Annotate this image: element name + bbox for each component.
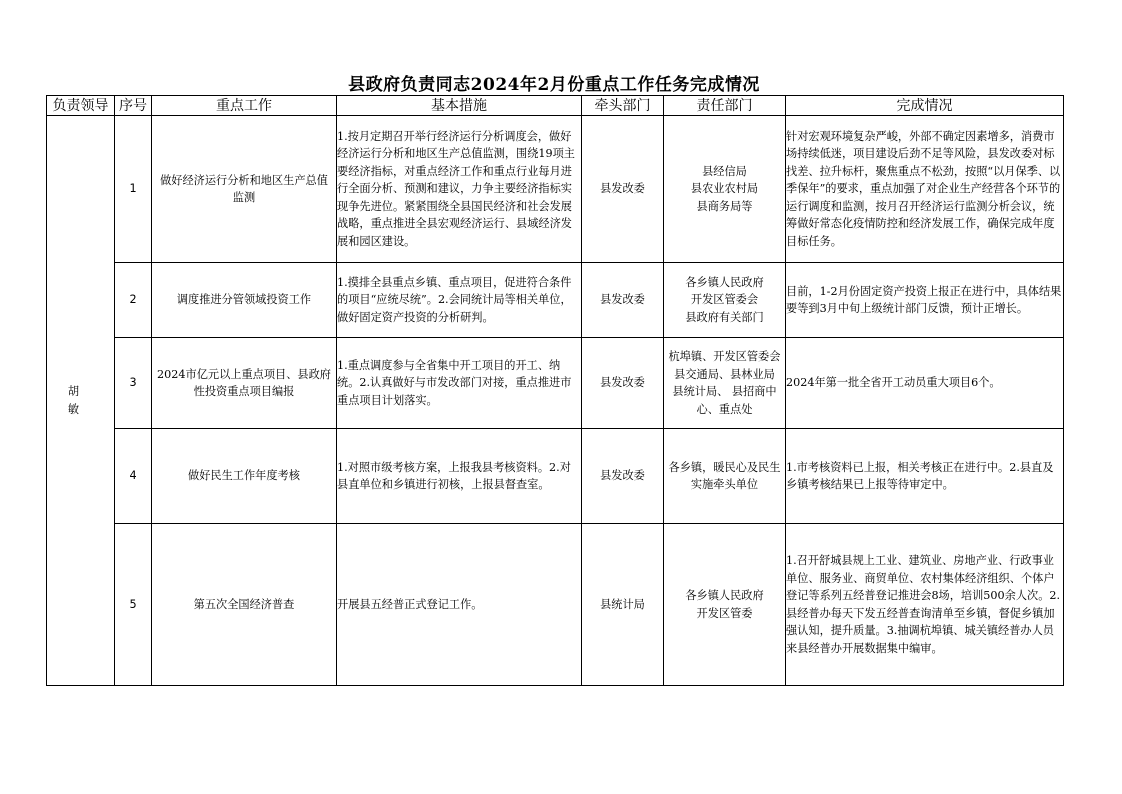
lead-department: 县统计局 <box>582 524 664 686</box>
table-row <box>47 338 1064 429</box>
responsible-dept-line: 各乡镇人民政府 <box>685 589 764 602</box>
measures-cell: 1.按月定期召开举行经济运行分析调度会，做好经济运行分析和地区生产总值监测，围绕19项主要经济指标，对重点经济工作和重点行业每月进行全面分析、预测和建议，力争主要经济指标实现争先进位。紧紧围绕全县国民经济和社会发展战略，重点推进全县宏观经济运行、县域经济发展和园区建设。 <box>337 116 582 263</box>
responsible-dept-line: 开发区管委会 <box>690 293 759 307</box>
work-item: 做好民生工作年度考核 <box>152 429 337 524</box>
responsible-dept-line: 各乡镇，暖民心及民生实施牵头单位 <box>668 460 781 491</box>
responsible-dept-line: 开发区管委 <box>696 606 753 620</box>
row-number: 1 <box>115 116 152 263</box>
work-item: 第五次全国经济普查 <box>152 524 337 686</box>
table-row <box>47 524 1064 686</box>
header-work: 重点工作 <box>152 96 337 116</box>
status-cell: 2024年第一批全省开工动员重大项目6个。 <box>786 338 1064 429</box>
status-cell: 1.市考核资料已上报，相关考核正在进行中。2.县直及乡镇考核结果已上报等待审定中。 <box>786 429 1064 524</box>
header-resp-dept: 责任部门 <box>664 96 786 116</box>
lead-department: 县发改委 <box>582 338 664 429</box>
leader-name-cell: 胡 敏 <box>47 116 115 686</box>
table-row <box>47 263 1064 338</box>
measures-cell: 1.对照市级考核方案，上报我县考核资料。2.对县直单位和乡镇进行初核，上报县督查室。 <box>337 429 582 524</box>
lead-department: 县发改委 <box>582 116 664 263</box>
row-number: 4 <box>115 429 152 524</box>
row-number: 2 <box>115 263 152 338</box>
work-item: 2024市亿元以上重点项目、县政府性投资重点项目编报 <box>152 338 337 429</box>
measures-cell: 1.摸排全县重点乡镇、重点项目，促进符合条件的项目“应统尽统”。2.会同统计局等相关单位，做好固定资产投资的分析研判。 <box>337 263 582 338</box>
responsible-departments <box>664 116 786 263</box>
header-no: 序号 <box>115 96 152 116</box>
status-cell: 目前，1-2月份固定资产投资上报正在进行中，具体结果要等到3月中旬上级统计部门反馈，预计正增长。 <box>786 263 1064 338</box>
header-lead-dept: 牵头部门 <box>582 96 664 116</box>
row-number: 5 <box>115 524 152 686</box>
responsible-dept-line: 县经信局 <box>702 164 747 178</box>
lead-department: 县发改委 <box>582 263 664 338</box>
responsible-departments <box>664 429 786 524</box>
responsible-departments <box>664 338 786 429</box>
header-leader: 负责领导 <box>47 96 115 116</box>
responsible-departments <box>664 263 786 338</box>
status-cell: 针对宏观环境复杂严峻，外部不确定因素增多，消费市场持续低迷，项目建设后劲不足等风险，县发改委对标找差、拉升标杆，聚焦重点不松劲，按照“以月保季、以季保年”的要求，重点加强了对企业生产经营各个环节的运行调度和监测，按月召开经济运行监测分析会议，统筹做好常态化疫情防控和经济发展工作，确保完成年度目标任务。 <box>786 116 1064 263</box>
responsible-dept-line: 县商务局等 <box>696 199 753 213</box>
responsible-dept-line: 县政府有关部门 <box>685 310 764 324</box>
responsible-departments <box>664 524 786 686</box>
work-item: 调度推进分管领域投资工作 <box>152 263 337 338</box>
row-number: 3 <box>115 338 152 429</box>
work-item: 做好经济运行分析和地区生产总值监测 <box>152 116 337 263</box>
table-row <box>47 429 1064 524</box>
header-measures: 基本措施 <box>337 96 582 116</box>
responsible-dept-line: 各乡镇人民政府 <box>685 275 764 289</box>
table-row <box>47 116 1064 263</box>
lead-department: 县发改委 <box>582 429 664 524</box>
measures-cell: 开展县五经普正式登记工作。 <box>337 524 582 686</box>
status-cell: 1.召开舒城县规上工业、建筑业、房地产业、行政事业单位、服务业、商贸单位、农村集体经济组织、个体户登记等系列五经普登记推进会8场，培训500余人次。2.县经普办每天下发五经普查询清单至乡镇，督促乡镇加强认知，提升质量。3.抽调杭埠镇、城关镇经普办人员来县经普办开展数据集中编审。 <box>786 524 1064 686</box>
responsible-dept-line: 杭埠镇、开发区管委会县交通局、县林业局 <box>668 350 781 381</box>
header-row <box>47 96 1064 116</box>
measures-cell: 1.重点调度参与全省集中开工项目的开工、纳统。2.认真做好与市发改部门对接，重点推进市重点项目计划落实。 <box>337 338 582 429</box>
work-task-table <box>46 95 1064 686</box>
responsible-dept-line: 县农业农村局 <box>690 182 759 196</box>
document-title: 县政府负责同志2024年2月份重点工作任务完成情况 <box>348 75 760 95</box>
responsible-dept-line: 县统计局、 县招商中心、重点处 <box>672 385 777 416</box>
header-status: 完成情况 <box>786 96 1064 116</box>
